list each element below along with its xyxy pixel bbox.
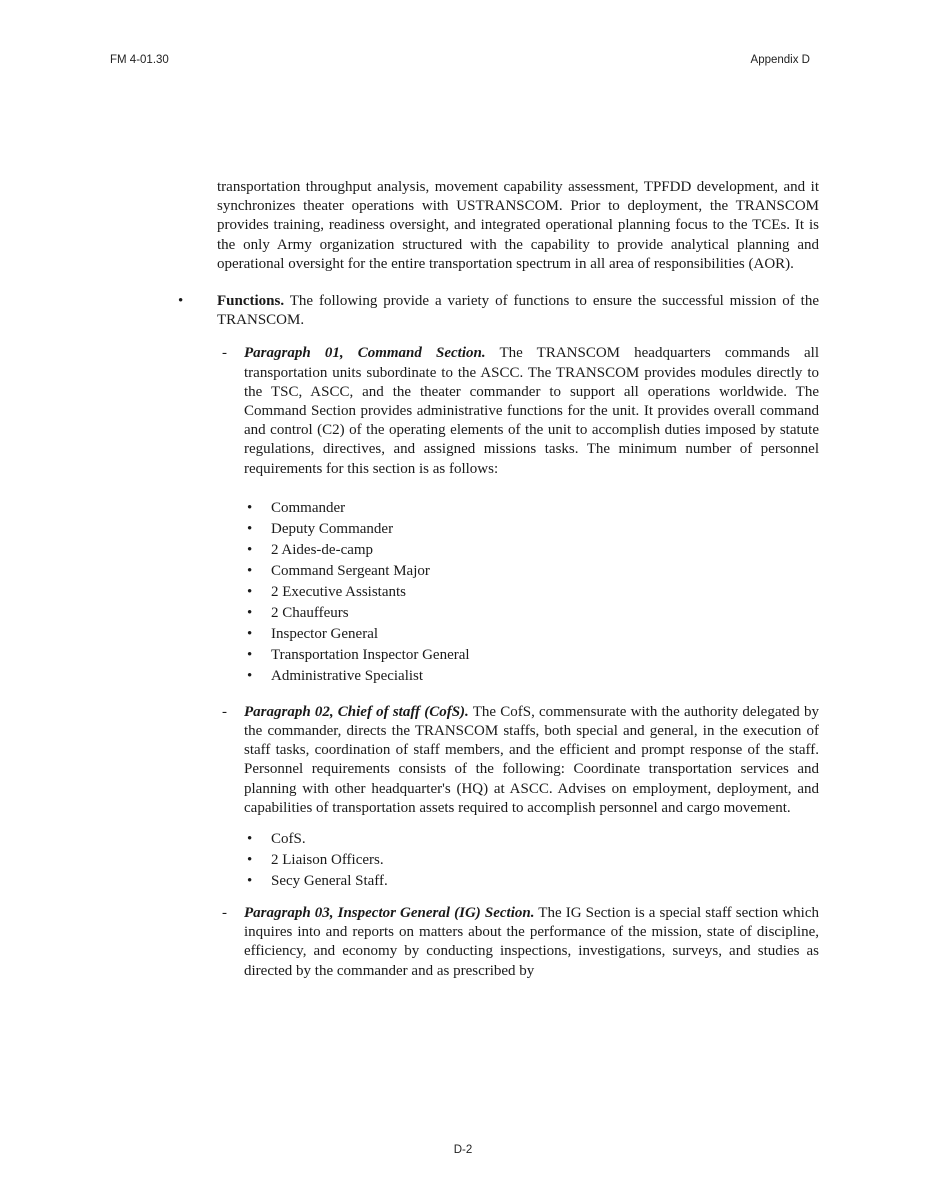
list-item: • Administrative Specialist [271, 666, 819, 687]
bullet-icon: • [247, 646, 253, 663]
bullet-icon: • [247, 625, 253, 642]
bullet-icon: • [247, 831, 253, 848]
paragraph-02-body: The CofS, commensurate with the authority delegated by the commander, directs the TRANSCOM staffs, both special and general, in the execution of staff tasks, coordination of staff members, and the efficient and prompt response of the staff. Personnel requirements consists of the following: Coordinate transportation services and planning with other headquarter's (HQ) at ASCC. Advises on employment, deployment, and capabilities of transportation assets required to accomplish personnel and cargo movement. [244, 703, 819, 816]
bullet-icon: • [247, 541, 253, 558]
header-document-id: FM 4-01.30 [110, 54, 169, 66]
intro-paragraph: transportation throughput analysis, movement capability assessment, TPFDD development, and it synchronizes theater operations with USTRANSCOM. Prior to deployment, the TRANSCOM provides training, readiness oversight, and integrated operational planning focus to the TCEs. It is the only Army organization structured with the capability to provide analytical planning and operational oversight for the entire transportation spectrum in all area of responsibilities (AOR). [217, 179, 819, 272]
list-item: • Commander [271, 498, 819, 519]
bullet-icon: • [247, 604, 253, 621]
functions-item [178, 292, 819, 330]
list-item: • Deputy Commander [271, 519, 819, 540]
chief-of-staff-personnel-list [247, 829, 819, 892]
list-item: • 2 Executive Assistants [271, 582, 819, 603]
dash-marker: - [222, 345, 227, 362]
bullet-icon: • [247, 562, 253, 579]
bullet-icon: • [247, 583, 253, 600]
page-number: D-2 [453, 1144, 473, 1156]
paragraph-01-body: The TRANSCOM headquarters commands all transportation units subordinate to the ASCC. The TRANSCOM provides modules directly to the TSC, ASCC, and the theater commander to support all operations worldwide. The Command Section provides administrative functions for the unit. It provides overall command and control (C2) of the operating elements of the unit to accomplish duties imposed by statute regulations, directives, and assigned missions tasks. The minimum number of personnel requirements for this section is as follows: [244, 345, 820, 477]
paragraph-03-text [244, 904, 819, 981]
list-item: • 2 Chauffeurs [271, 603, 819, 624]
list-item: • Transportation Inspector General [271, 645, 819, 666]
paragraph-02-title: Paragraph 02, Chief of staff (CofS). [244, 703, 469, 720]
paragraph-01-section [222, 344, 820, 686]
functions-paragraph [217, 292, 819, 330]
list-item: • 2 Liaison Officers. [271, 850, 819, 871]
paragraph-03-section [222, 904, 819, 981]
dash-marker: - [222, 703, 227, 720]
bullet-icon: • [247, 520, 253, 537]
list-item: • Command Sergeant Major [271, 561, 819, 582]
paragraph-03-title: Paragraph 03, Inspector General (IG) Section. [244, 905, 535, 922]
header-appendix: Appendix D [750, 54, 810, 66]
paragraph-02-text [244, 703, 819, 818]
list-item: • 2 Aides-de-camp [271, 540, 819, 561]
bullet-icon: • [247, 852, 253, 869]
functions-text: The following provide a variety of functions to ensure the successful mission of the TRANSCOM. [217, 293, 819, 329]
bullet-icon: • [247, 873, 253, 890]
command-section-personnel-list [247, 498, 819, 687]
bullet-icon: • [178, 293, 184, 310]
paragraph-01-text [244, 344, 819, 478]
dash-marker: - [222, 905, 227, 922]
document-body [178, 178, 820, 981]
list-item: • Inspector General [271, 624, 819, 645]
bullet-icon: • [247, 667, 253, 684]
paragraph-01-title: Paragraph 01, Command Section. [244, 345, 486, 362]
functions-label: Functions. [217, 293, 285, 310]
list-item: • CofS. [271, 829, 819, 850]
paragraph-03-body: The IG Section is a special staff section which inquires into and reports on matters about the performance of the mission, state of discipline, efficiency, and economy by conducting inspections, investigations, surveys, and studies as directed by the commander and as prescribed by [244, 905, 819, 979]
list-item: • Secy General Staff. [271, 871, 819, 892]
bullet-icon: • [247, 499, 253, 516]
paragraph-02-section [222, 703, 819, 892]
